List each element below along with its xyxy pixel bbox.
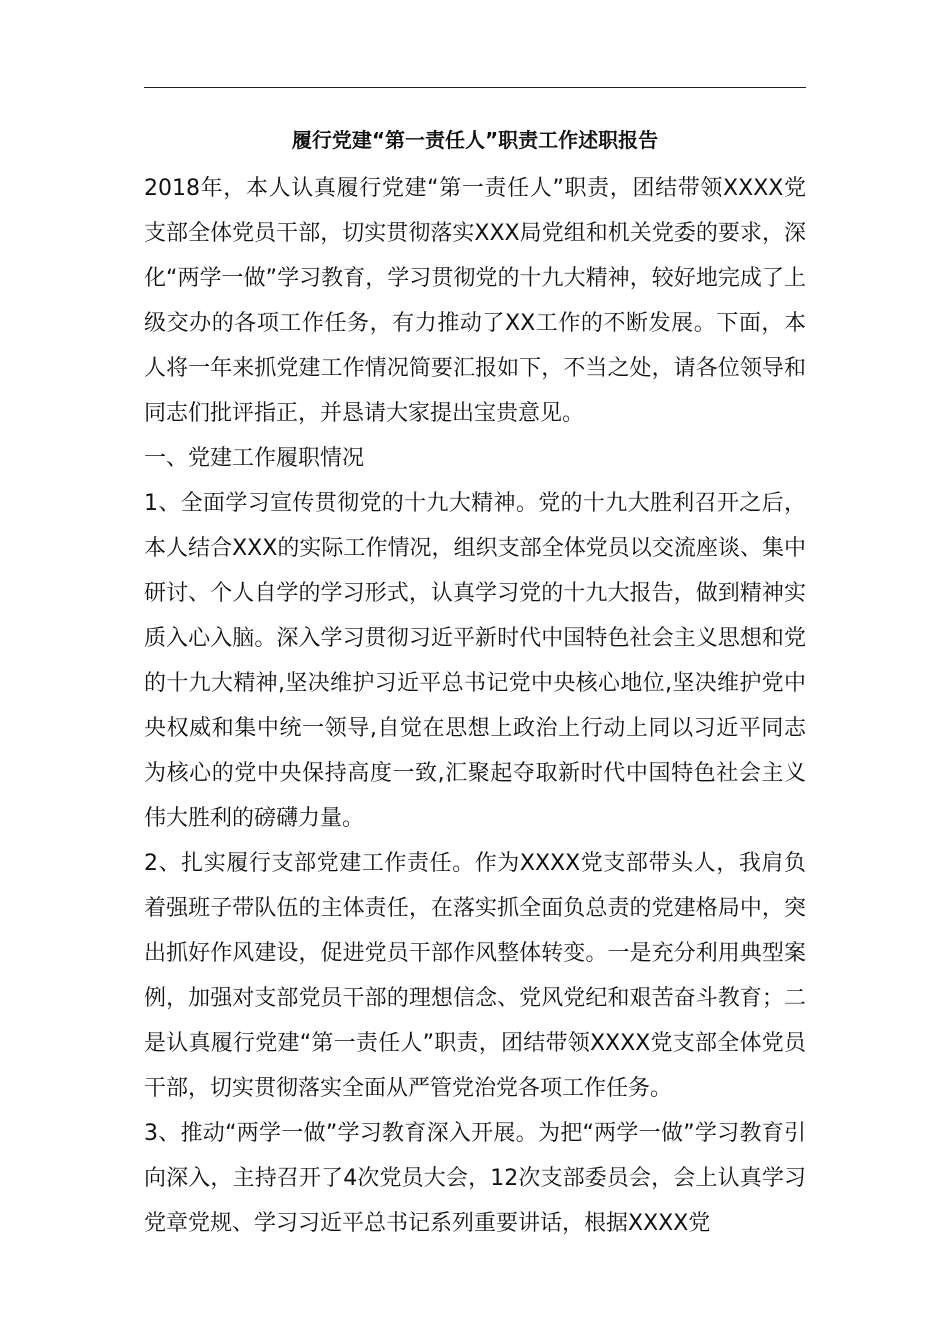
- item-paragraph-1: 1、全面学习宣传贯彻党的十九大精神。党的十九大胜利召开之后，本人结合XXX的实际工作情况，组织支部全体党员以交流座谈、集中研讨、个人自学的学习形式，认真学习党的十九大报告，做到精神实质入心入脑。深入学习贯彻习近平新时代中国特色社会主义思想和党的十九大精神,坚决维护习近平总书记党中央核心地位,坚决维护党中央权威和集中统一领导,自觉在思想上政治上行动上同以习近平同志为核心的党中央保持高度一致,汇聚起夺取新时代中国特色社会主义伟大胜利的磅礴力量。: [144, 491, 806, 831]
- item-paragraph-2: 2、扎实履行支部党建工作责任。作为XXXX党支部带头人，我肩负着强班子带队伍的主体责任，在落实抓全面负总责的党建格局中，突出抓好作风建设，促进党员干部作风整体转变。一是充分利用典型案例，加强对支部党员干部的理想信念、党风党纪和艰苦奋斗教育；二是认真履行党建“第一责任人”职责，团结带领XXXX党支部全体党员干部，切实贯彻落实全面从严管党治党各项工作任务。: [144, 851, 806, 1101]
- section-heading: 一、党建工作履职情况: [144, 446, 365, 471]
- header-rule: [144, 87, 806, 88]
- intro-paragraph: 2018年，本人认真履行党建“第一责任人”职责，团结带领XXXX党支部全体党员干部，切实贯彻落实XXX局党组和机关党委的要求，深化“两学一做”学习教育，学习贯彻党的十九大精神，较好地完成了上级交办的各项工作任务，有力推动了XX工作的不断发展。下面，本人将一年来抓党建工作情况简要汇报如下，不当之处，请各位领导和同志们批评指正，并恳请大家提出宝贵意见。: [144, 176, 806, 426]
- document-title: 履行党建“第一责任人”职责工作述职报告: [291, 128, 659, 152]
- item-paragraph-3: 3、推动“两学一做”学习教育深入开展。为把“两学一做”学习教育引向深入，主持召开了4次党员大会，12次支部委员会，会上认真学习党章党规、学习习近平总书记系列重要讲话，根据XXXX党: [144, 1121, 806, 1236]
- document-body: [144, 166, 806, 1246]
